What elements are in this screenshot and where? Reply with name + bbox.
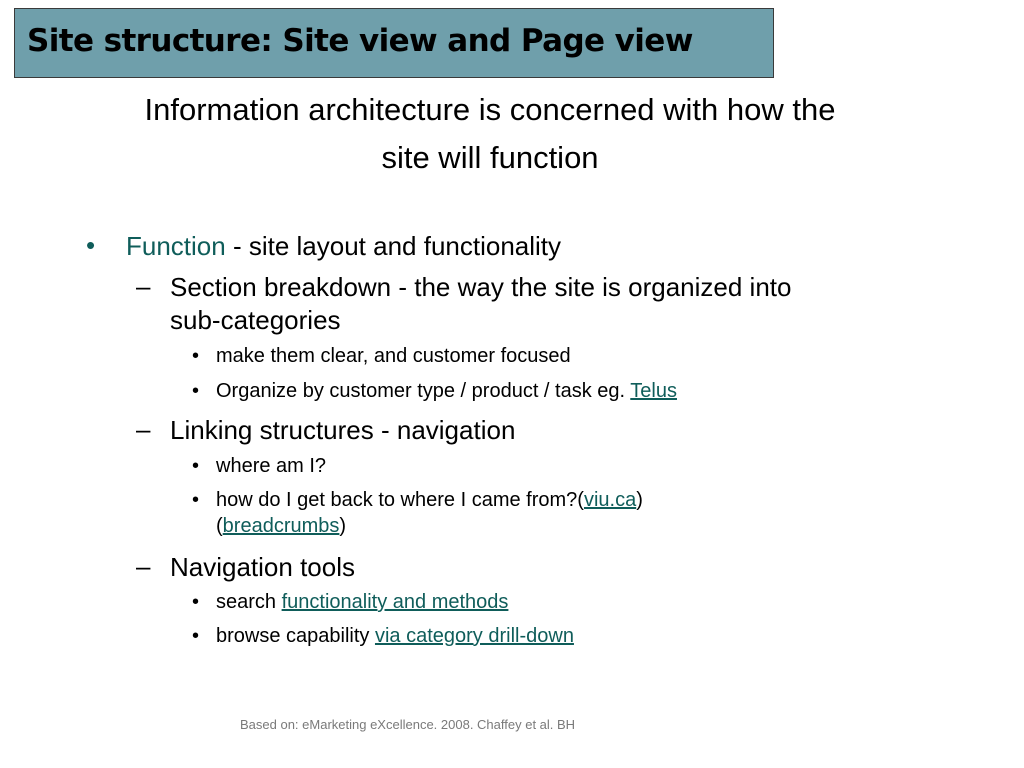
telus-link[interactable]: Telus bbox=[630, 380, 677, 402]
category-drilldown-link[interactable]: via category drill-down bbox=[374, 625, 574, 647]
bullet-get-back-line2 bbox=[216, 515, 346, 538]
bullet-where-am-i: where am I? bbox=[216, 455, 327, 477]
dash-icon: – bbox=[136, 551, 151, 581]
breadcrumbs-link[interactable]: breadcrumbs bbox=[222, 515, 340, 537]
bullet-dot-icon: • bbox=[192, 455, 200, 477]
bullet-search bbox=[216, 591, 508, 614]
search-text: search bbox=[216, 591, 282, 613]
bullet-section-breakdown-line2: sub-categories bbox=[170, 305, 341, 335]
bullet-section-breakdown-line1: Section breakdown - the way the site is organized into bbox=[170, 272, 792, 302]
slide-title-box bbox=[14, 8, 774, 78]
browse-text: browse capability bbox=[216, 625, 375, 647]
get-back-close-paren: ) bbox=[636, 489, 643, 511]
get-back-text: how do I get back to where I came from?( bbox=[216, 489, 584, 511]
bullet-organize bbox=[216, 380, 677, 403]
bullet-dot-icon: • bbox=[192, 591, 200, 613]
bullet-dot-icon: • bbox=[192, 380, 200, 402]
dash-icon: – bbox=[136, 414, 151, 444]
bullet-function bbox=[126, 231, 561, 262]
bullet-dot-icon: • bbox=[192, 345, 200, 367]
function-term: Function bbox=[126, 231, 226, 261]
bullet-browse bbox=[216, 625, 574, 648]
footer-citation: Based on: eMarketing eXcellence. 2008. Chaffey et al. BH bbox=[240, 717, 576, 732]
bullet-linking-structures: Linking structures - navigation bbox=[170, 415, 516, 445]
bullet-dot-icon: • bbox=[86, 230, 96, 260]
dash-icon: – bbox=[136, 271, 151, 301]
viu-link[interactable]: viu.ca bbox=[583, 489, 637, 511]
function-description: - site layout and functionality bbox=[225, 231, 562, 261]
bullet-dot-icon: • bbox=[192, 625, 200, 647]
bullet-dot-icon: • bbox=[192, 489, 200, 511]
breadcrumbs-close-paren: ) bbox=[339, 515, 347, 537]
bullet-navigation-tools: Navigation tools bbox=[170, 552, 355, 582]
search-methods-link[interactable]: functionality and methods bbox=[281, 591, 509, 613]
organize-text: Organize by customer type / product / task eg. bbox=[216, 380, 631, 402]
slide-title: Site structure: Site view and Page view bbox=[27, 23, 693, 59]
bullet-get-back-line1 bbox=[216, 489, 643, 512]
subtitle-line-2: site will function bbox=[381, 140, 599, 175]
breadcrumbs-open-paren: ( bbox=[216, 515, 223, 537]
slide-subtitle bbox=[40, 86, 940, 182]
subtitle-line-1: Information architecture is concerned with how the bbox=[144, 92, 836, 127]
bullet-make-clear: make them clear, and customer focused bbox=[216, 345, 571, 367]
